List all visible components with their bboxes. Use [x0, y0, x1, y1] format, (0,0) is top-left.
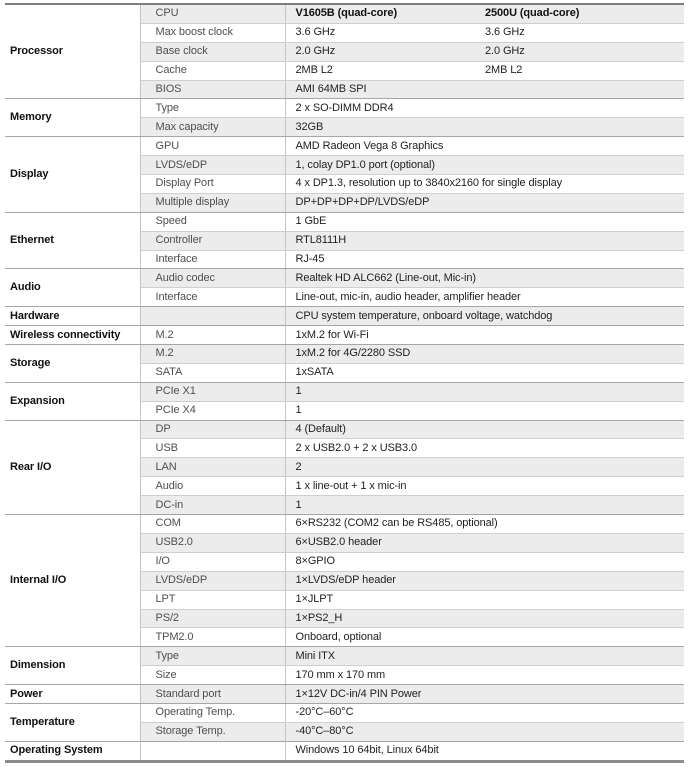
row-value: 1 [285, 382, 684, 401]
row-label: Size [140, 666, 285, 685]
row-label: DC-in [140, 496, 285, 515]
spec-section [5, 703, 684, 741]
table-row [5, 4, 684, 23]
row-label: USB2.0 [140, 533, 285, 552]
table-row [5, 326, 684, 345]
row-value: 170 mm x 170 mm [285, 666, 684, 685]
spec-section [5, 326, 684, 345]
section-label: Memory [5, 99, 140, 137]
row-label: PCIe X4 [140, 401, 285, 420]
row-label: Standard port [140, 685, 285, 704]
table-row [5, 307, 684, 326]
row-value: 6×USB2.0 header [285, 533, 684, 552]
section-label: Processor [5, 4, 140, 99]
row-value: -20°C–60°C [285, 703, 684, 722]
spec-section [5, 4, 684, 99]
row-value: Realtek HD ALC662 (Line-out, Mic-in) [285, 269, 684, 288]
table-row [5, 345, 684, 364]
row-value: 2 [285, 458, 684, 477]
row-value: 1×JLPT [285, 590, 684, 609]
row-value: CPU system temperature, onboard voltage, watchdog [285, 307, 684, 326]
row-value: 2500U (quad-core) [475, 4, 684, 23]
row-label: Storage Temp. [140, 722, 285, 741]
row-label: Max boost clock [140, 23, 285, 42]
row-label: Interface [140, 250, 285, 269]
row-value: AMD Radeon Vega 8 Graphics [285, 137, 684, 156]
row-label: USB [140, 439, 285, 458]
row-value: 1×PS2_H [285, 609, 684, 628]
table-row [5, 137, 684, 156]
table-row [5, 685, 684, 704]
row-value: RTL8111H [285, 231, 684, 250]
row-label: Interface [140, 288, 285, 307]
row-label: COM [140, 515, 285, 534]
spec-section [5, 515, 684, 647]
spec-table [5, 3, 684, 763]
row-value: 2MB L2 [285, 61, 475, 80]
row-value: 1xM.2 for 4G/2280 SSD [285, 345, 684, 364]
row-label: GPU [140, 137, 285, 156]
row-value: 1 [285, 496, 684, 515]
row-label: Base clock [140, 42, 285, 61]
row-label: SATA [140, 363, 285, 382]
row-value: Line-out, mic-in, audio header, amplifier header [285, 288, 684, 307]
row-label: Display Port [140, 175, 285, 194]
row-value: RJ-45 [285, 250, 684, 269]
spec-section [5, 212, 684, 269]
row-label: M.2 [140, 326, 285, 345]
row-label: LPT [140, 590, 285, 609]
section-label: Audio [5, 269, 140, 307]
row-label: LVDS/eDP [140, 571, 285, 590]
row-label: Cache [140, 61, 285, 80]
section-label: Temperature [5, 703, 140, 741]
row-label: Type [140, 99, 285, 118]
section-label: Internal I/O [5, 515, 140, 647]
row-value: 1xM.2 for Wi-Fi [285, 326, 684, 345]
section-label: Ethernet [5, 212, 140, 269]
row-value: DP+DP+DP+DP/LVDS/eDP [285, 193, 684, 212]
spec-section [5, 137, 684, 213]
spec-section [5, 269, 684, 307]
spec-section [5, 345, 684, 383]
section-label: Hardware [5, 307, 140, 326]
row-label: Audio [140, 477, 285, 496]
spec-section [5, 307, 684, 326]
section-label: Rear I/O [5, 420, 140, 514]
row-label: Operating Temp. [140, 703, 285, 722]
section-label: Operating System [5, 741, 140, 761]
table-row [5, 741, 684, 761]
row-value: Mini ITX [285, 647, 684, 666]
spec-section [5, 382, 684, 420]
row-label: Controller [140, 231, 285, 250]
row-value: 2 x USB2.0 + 2 x USB3.0 [285, 439, 684, 458]
row-value: 2.0 GHz [285, 42, 475, 61]
row-label: LAN [140, 458, 285, 477]
row-value: 3.6 GHz [285, 23, 475, 42]
section-label: Wireless connectivity [5, 326, 140, 345]
row-value: V1605B (quad-core) [285, 4, 475, 23]
row-value: -40°C–80°C [285, 722, 684, 741]
row-label: LVDS/eDP [140, 156, 285, 175]
row-value: 1 GbE [285, 212, 684, 231]
row-label: BIOS [140, 80, 285, 99]
row-label: Max capacity [140, 118, 285, 137]
spec-section [5, 647, 684, 685]
row-label: CPU [140, 4, 285, 23]
row-value: Onboard, optional [285, 628, 684, 647]
row-label: DP [140, 420, 285, 439]
spec-section [5, 420, 684, 514]
row-value: 1, colay DP1.0 port (optional) [285, 156, 684, 175]
row-value: 6×RS232 (COM2 can be RS485, optional) [285, 515, 684, 534]
table-row [5, 515, 684, 534]
row-value: AMI 64MB SPI [285, 80, 684, 99]
section-label: Power [5, 685, 140, 704]
row-value: 1×LVDS/eDP header [285, 571, 684, 590]
row-value: 1 [285, 401, 684, 420]
row-label: TPM2.0 [140, 628, 285, 647]
row-value: 32GB [285, 118, 684, 137]
spec-section [5, 685, 684, 704]
table-row [5, 99, 684, 118]
table-row [5, 420, 684, 439]
row-value: 8×GPIO [285, 552, 684, 571]
table-row [5, 703, 684, 722]
row-label: Multiple display [140, 193, 285, 212]
row-value: 2MB L2 [475, 61, 684, 80]
row-value: 1×12V DC-in/4 PIN Power [285, 685, 684, 704]
row-value: 1 x line-out + 1 x mic-in [285, 477, 684, 496]
row-label [140, 307, 285, 326]
row-label [140, 741, 285, 761]
section-label: Dimension [5, 647, 140, 685]
table-row [5, 269, 684, 288]
spec-sheet [5, 3, 684, 763]
row-value: 2.0 GHz [475, 42, 684, 61]
row-label: Speed [140, 212, 285, 231]
row-value: 4 x DP1.3, resolution up to 3840x2160 for single display [285, 175, 684, 194]
row-label: Audio codec [140, 269, 285, 288]
row-label: I/O [140, 552, 285, 571]
section-label: Storage [5, 345, 140, 383]
row-label: M.2 [140, 345, 285, 364]
row-value: 1xSATA [285, 363, 684, 382]
section-label: Expansion [5, 382, 140, 420]
row-value: 3.6 GHz [475, 23, 684, 42]
row-value: 2 x SO-DIMM DDR4 [285, 99, 684, 118]
table-row [5, 212, 684, 231]
row-label: PCIe X1 [140, 382, 285, 401]
row-label: PS/2 [140, 609, 285, 628]
spec-section [5, 99, 684, 137]
row-label: Type [140, 647, 285, 666]
table-row [5, 647, 684, 666]
section-label: Display [5, 137, 140, 213]
row-value: Windows 10 64bit, Linux 64bit [285, 741, 684, 761]
table-row [5, 382, 684, 401]
spec-section [5, 741, 684, 761]
row-value: 4 (Default) [285, 420, 684, 439]
